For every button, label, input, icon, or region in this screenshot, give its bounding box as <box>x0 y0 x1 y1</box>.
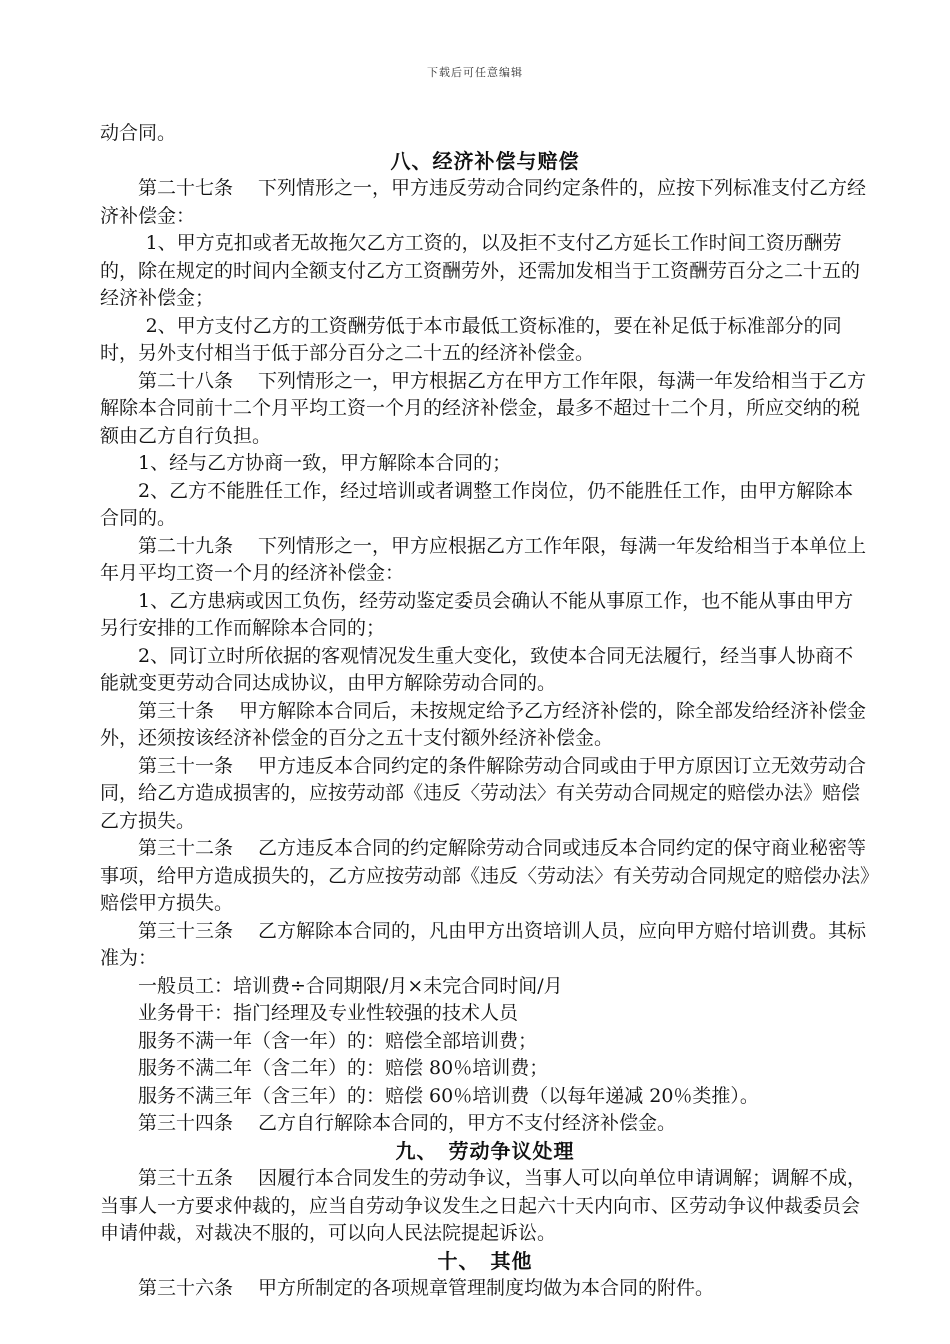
article-33: 第三十三条 乙方解除本合同的，凡由甲方出资培训人员，应向甲方赔付培训费。其标准为： <box>100 919 867 969</box>
article-29-item-1: 1、乙方患病或因工负伤，经劳动鉴定委员会确认不能从事原工作，也不能从事由甲方另行安排的工作而解除本合同的； <box>100 589 854 639</box>
article-33-three-years: 服务不满三年（含三年）的：赔偿 60％培训费（以每年递减 20％类推）。 <box>138 1084 759 1107</box>
article-28: 第二十八条 下列情形之一，甲方根据乙方在甲方工作年限，每满一年发给相当于乙方解除本合同前十二个月平均工资一个月的经济补偿金，最多不超过十二个月，所应交纳的税额由乙方自行负担。 <box>100 369 867 447</box>
article-29: 第二十九条 下列情形之一，甲方应根据乙方工作年限，每满一年发给相当于本单位上年月平均工资一个月的经济补偿金： <box>100 534 867 584</box>
article-27-item-2: 2、甲方支付乙方的工资酬劳低于本市最低工资标准的，要在补足低于标准部分的同时，另外支付相当于低于部分百分之二十五的经济补偿金。 <box>100 314 842 364</box>
article-33-one-year: 服务不满一年（含一年）的：赔偿全部培训费； <box>138 1029 538 1052</box>
document-body <box>100 120 870 1303</box>
article-28-item-1: 1、经与乙方协商一致，甲方解除本合同的； <box>138 452 512 474</box>
section-9-title: 九、 劳动争议处理 <box>395 1138 575 1163</box>
article-36: 第三十六条 甲方所制定的各项规章管理制度均做为本合同的附件。 <box>138 1277 715 1299</box>
article-33-key-staff: 业务骨干：指门经理及专业性较强的技术人员 <box>138 1002 519 1024</box>
article-31: 第三十一条 甲方违反本合同约定的条件解除劳动合同或由于甲方原因订立无效劳动合同，给乙方造成损害的，应按劳动部《违反〈劳动法〉有关劳动合同规定的赔偿办法》赔偿乙方损失。 <box>100 754 867 832</box>
article-33-general-staff: 一般员工：培训费÷合同期限/月×未完合同时间/月 <box>138 974 563 997</box>
article-30: 第三十条 甲方解除本合同后，未按规定给予乙方经济补偿的，除全部发给经济补偿金外，还须按该经济补偿金的百分之五十支付额外经济补偿金。 <box>100 699 867 749</box>
article-27-item-1: 1、甲方克扣或者无故拖欠乙方工资的，以及拒不支付乙方延长工作时间工资历酬劳的，除在规定的时间内全额支付乙方工资酬劳外，还需加发相当于工资酬劳百分之二十五的经济补偿金； <box>100 232 861 309</box>
article-27: 第二十七条 下列情形之一，甲方违反劳动合同约定条件的，应按下列标准支付乙方经济补偿金： <box>100 177 867 227</box>
article-28-item-2: 2、乙方不能胜任工作，经过培训或者调整工作岗位，仍不能胜任工作，由甲方解除本合同的。 <box>100 479 854 529</box>
article-32: 第三十二条 乙方违反本合同的约定解除劳动合同或违反本合同约定的保守商业秘密等事项，给甲方造成损失的，乙方应按劳动部《违反〈劳动法〉有关劳动合同规定的赔偿办法》赔偿甲方损失。 <box>100 837 870 914</box>
section-10-title: 十、 其他 <box>437 1248 533 1273</box>
article-29-item-2: 2、同订立时所依据的客观情况发生重大变化，致使本合同无法履行，经当事人协商不能就变更劳动合同达成协议，由甲方解除劳动合同的。 <box>100 644 854 694</box>
article-35: 第三十五条 因履行本合同发生的劳动争议，当事人可以向单位申请调解；调解不成，当事人一方要求仲裁的，应当自劳动争议发生之日起六十天内向市、区劳动争议仲裁委员会申请仲裁，对裁决不服的，可以向人民法院提起诉讼。 <box>100 1167 867 1244</box>
article-33-two-years: 服务不满二年（含二年）的：赔偿 80％培训费； <box>138 1057 549 1079</box>
article-34: 第三十四条 乙方自行解除本合同的，甲方不支付经济补偿金。 <box>138 1112 677 1134</box>
page-header: 下载后可任意编辑 <box>427 66 523 79</box>
continuation-text: 动合同。 <box>100 122 177 144</box>
section-8-title: 八、经济补偿与赔偿 <box>390 148 580 173</box>
